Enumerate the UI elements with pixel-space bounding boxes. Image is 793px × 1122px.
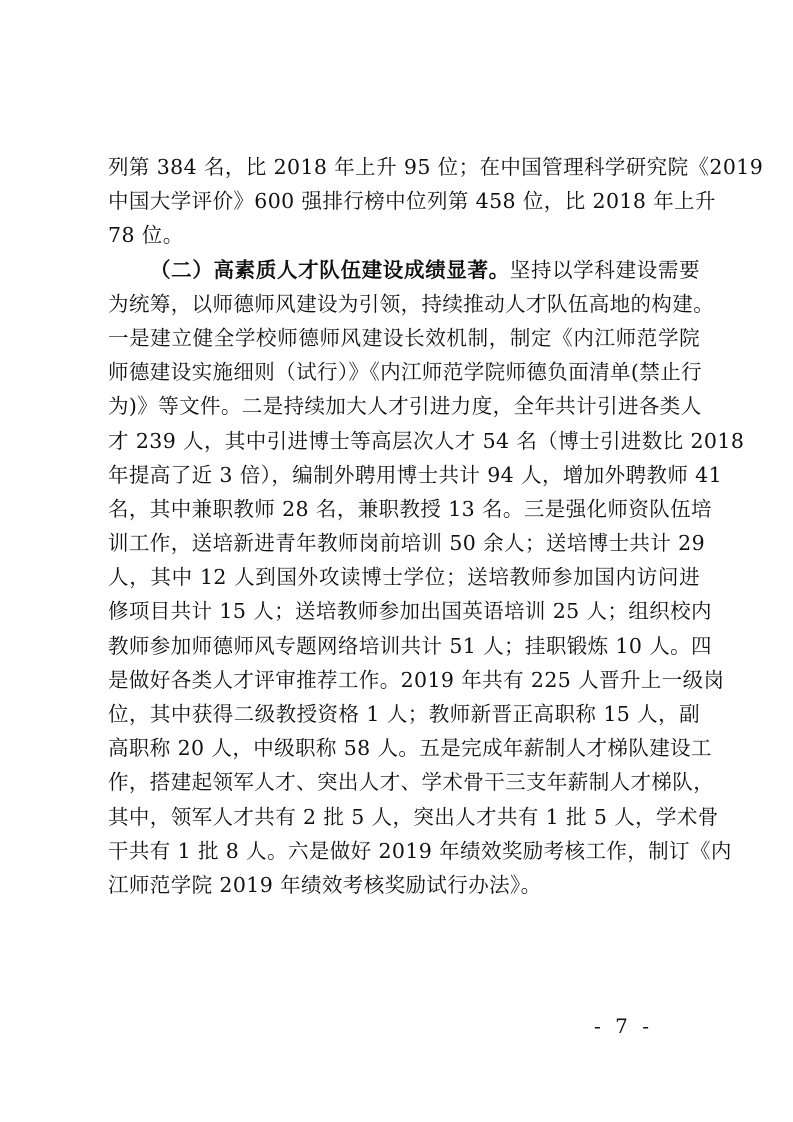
heading-line-text: 坚持以学科建设需要: [509, 257, 700, 282]
text-line: 作，搭建起领军人才、突出人才、学术骨干三支年薪制人才梯队，: [108, 770, 715, 795]
text-line: 78 位。: [108, 223, 184, 248]
text-line: 训工作，送培新进青年教师岗前培训 50 余人；送培博士共计 29: [108, 531, 706, 556]
text-line: 才 239 人，其中引进博士等高层次人才 54 名（博士引进数比 2018: [108, 428, 745, 453]
text-line: 为)》等文件。二是持续加大人才引进力度，全年共计引进各类人: [108, 394, 702, 419]
text-line: 师德建设实施细则（试行）》《内江师范学院师德负面清单(禁止行: [108, 360, 702, 385]
text-line: 人，其中 12 人到国外攻读博士学位；送培教师参加国内访问进: [108, 565, 700, 590]
text-line: 其中，领军人才共有 2 批 5 人，突出人才共有 1 批 5 人，学术骨: [108, 804, 719, 829]
text-line: 修项目共计 15 人；送培教师参加出国英语培训 25 人；组织校内: [108, 599, 712, 624]
text-line: 教师参加师德师风专题网络培训共计 51 人；挂职锻炼 10 人。四: [108, 633, 712, 658]
body-text: [108, 150, 764, 902]
text-line: 干共有 1 批 8 人。六是做好 2019 年绩效奖励考核工作，制订《内: [108, 838, 732, 863]
section-heading-line: [108, 253, 700, 287]
text-line: 高职称 20 人，中级职称 58 人。五是完成年薪制人才梯队建设工: [108, 736, 712, 761]
text-line: 是做好各类人才评审推荐工作。2019 年共有 225 人晋升上一级岗: [108, 667, 725, 692]
text-line: 列第 384 名，比 2018 年上升 95 位；在中国管理科学研究院《2019: [108, 155, 764, 179]
section-heading: （二）高素质人才队伍建设成绩显著。: [150, 257, 510, 282]
page-number: - 7 -: [594, 1014, 653, 1038]
text-line: 年提高了近 3 倍），编制外聘用博士共计 94 人，增加外聘教师 41: [108, 462, 723, 487]
text-line: 一是建立健全学校师德师风建设长效机制，制定《内江师范学院: [108, 325, 700, 350]
text-line: 位，其中获得二级教授资格 1 人；教师新晋正高职称 15 人，副: [108, 702, 700, 726]
text-line: 中国大学评价》600 强排行榜中位列第 458 位，比 2018 年上升: [108, 189, 716, 214]
text-line: 名，其中兼职教师 28 名，兼职教授 13 名。三是强化师资队伍培: [108, 496, 712, 521]
text-line: 江师范学院 2019 年绩效考核奖励试行办法》。: [108, 872, 542, 897]
text-line: 为统筹，以师德师风建设为引领，持续推动人才队伍高地的构建。: [108, 291, 715, 316]
